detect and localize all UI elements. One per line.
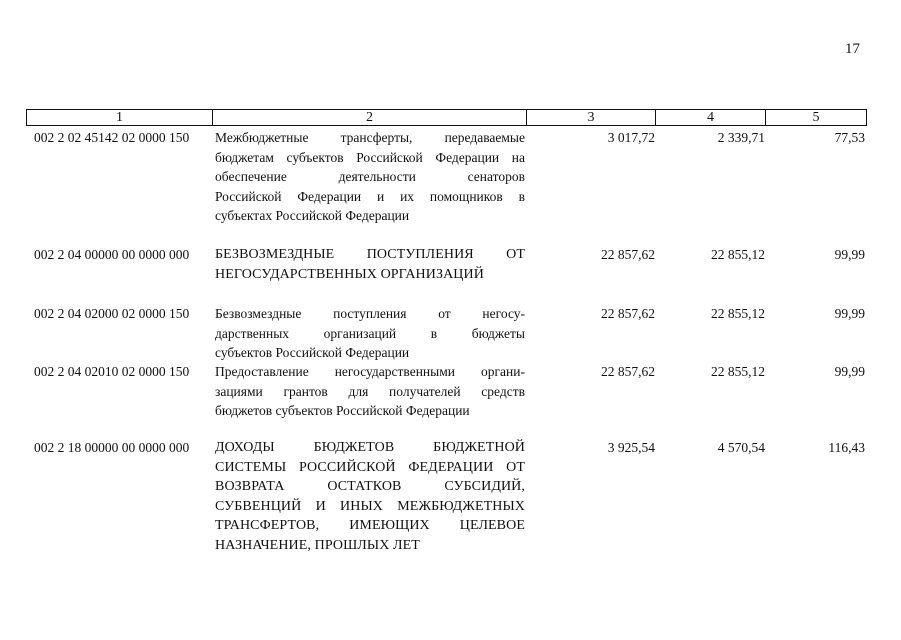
header-col-2: 2 xyxy=(213,110,527,125)
description-line: бюджетам субъектов Российской Федерации на xyxy=(215,149,525,165)
value-col-4: 4 570,54 xyxy=(717,440,765,455)
description-line: Безвозмездные поступления от негосу- xyxy=(215,306,525,321)
value-col-4: 22 855,12 xyxy=(711,247,765,262)
description-line: Предоставление негосударственными органи- xyxy=(215,364,525,379)
description-line: бюджетов субъектов Российской Федерации xyxy=(215,403,470,418)
value-col-4: 22 855,12 xyxy=(711,364,765,379)
value-col-3: 22 857,62 xyxy=(601,306,655,321)
page-number: 17 xyxy=(845,41,860,57)
header-col-3: 3 xyxy=(527,110,656,125)
value-col-5: 99,99 xyxy=(834,306,865,321)
value-col-5: 77,53 xyxy=(834,130,865,145)
description-line: субъектах Российской Федерации xyxy=(215,208,410,223)
description-line: ТРАНСФЕРТОВ, ИМЕЮЩИХ ЦЕЛЕВОЕ xyxy=(215,518,525,533)
description-line: зациями грантов для получателей средств xyxy=(215,383,525,399)
description-line: обеспечение деятельности сенаторов xyxy=(215,169,525,184)
row-description xyxy=(215,128,525,226)
description-line: НАЗНАЧЕНИЕ, ПРОШЛЫХ ЛЕТ xyxy=(215,537,420,553)
value-col-4: 2 339,71 xyxy=(717,130,765,145)
description-line: Российской Федерации и их помощников в xyxy=(215,188,525,204)
value-col-5: 116,43 xyxy=(828,440,865,455)
value-col-3: 22 857,62 xyxy=(601,364,655,379)
value-col-3: 22 857,62 xyxy=(601,247,655,262)
row-description xyxy=(215,245,525,284)
budget-code: 002 2 04 02010 02 0000 150 xyxy=(34,364,190,379)
value-col-5: 99,99 xyxy=(834,364,865,379)
budget-code: 002 2 18 00000 00 0000 000 xyxy=(34,440,190,455)
header-col-1: 1 xyxy=(27,110,213,125)
description-line: ВОЗВРАТА ОСТАТКОВ СУБСИДИЙ, xyxy=(215,479,525,494)
header-col-4: 4 xyxy=(656,110,766,125)
header-col-5: 5 xyxy=(812,110,820,125)
description-line: СУБВЕНЦИЙ И ИНЫХ МЕЖБЮДЖЕТНЫХ xyxy=(215,498,525,514)
budget-code: 002 2 02 45142 02 0000 150 xyxy=(34,130,190,145)
table-header xyxy=(26,109,867,126)
value-col-3: 3 017,72 xyxy=(607,130,655,145)
description-line: ДОХОДЫ БЮДЖЕТОВ БЮДЖЕТНОЙ xyxy=(215,440,525,455)
description-line: НЕГОСУДАРСТВЕННЫХ ОРГАНИЗАЦИЙ xyxy=(215,266,484,282)
row-description xyxy=(215,362,525,421)
description-line: дарственных организаций в бюджеты xyxy=(215,325,525,341)
value-col-5: 99,99 xyxy=(834,247,865,262)
value-col-3: 3 925,54 xyxy=(607,440,655,455)
description-line: субъектов Российской Федерации xyxy=(215,345,410,360)
value-col-4: 22 855,12 xyxy=(711,306,765,321)
budget-code: 002 2 04 02000 02 0000 150 xyxy=(34,306,190,321)
description-line: БЕЗВОЗМЕЗДНЫЕ ПОСТУПЛЕНИЯ ОТ xyxy=(215,247,525,262)
description-line: СИСТЕМЫ РОССИЙСКОЙ ФЕДЕРАЦИИ ОТ xyxy=(215,459,525,475)
row-description xyxy=(215,438,525,555)
budget-code: 002 2 04 00000 00 0000 000 xyxy=(34,247,190,262)
description-line: Межбюджетные трансферты, передаваемые xyxy=(215,130,525,145)
row-description xyxy=(215,304,525,363)
